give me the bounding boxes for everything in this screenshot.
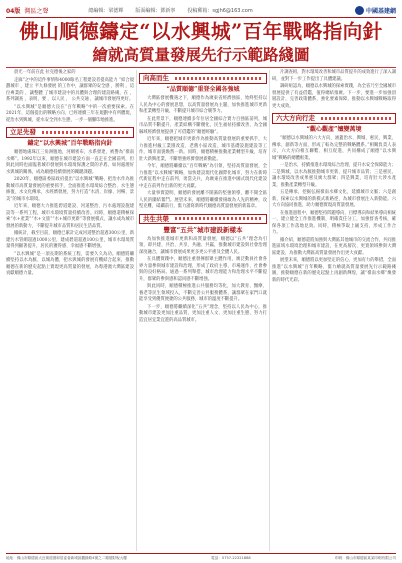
paragraph: 展望未來，順德將以更加堅定的信心、更加有力的舉措，全面推進“以水興城”百年戰略，奮力繪就高質量發展先行示範路綫圖，推動順德在新的歷史起點上再創新輝煌，讓“嶺南水鄉”煥發新的時代光彩。: [272, 258, 397, 283]
paragraph: “以水興城”是一項長期的系統工程，需要久久為功。順德將繼續堅持以水為脈、以城為體，把水與城的發展有機結合起來，推動順德在新的歷史起點上實現更高質量的發展，為粵港澳大灣區建設貢獻順德力量。: [6, 251, 134, 276]
article-column-2: [139, 70, 267, 325]
editor-info: [88, 7, 355, 14]
paragraph: 在推進過程中，順德堅持問題導向、目標導向和結果導向相統一，建立健全工作推進機制，明確責任分工，加強督查考核，確保各項工作落地見效。同時，積極爭取上級支持，形成工作合力。: [272, 210, 397, 235]
paragraph: 晨光一年前在此 拉克德後之家的: [14, 70, 76, 75]
paragraph: 在具體實踐中，順德注重發揮群眾主體作用，廣泛動員社會各界力量參與城市建設和治理，形成了政府主導、市場運作、社會參與的良好格局。通過一系列舉措，城市治理能力和治理水平不斷提升，群眾的參與感和認同感不斷增強。: [139, 257, 267, 282]
paragraph: 2020年，順德區委區政府提出“以水興城”戰略，把治水作為推動城市高質量發展的重要抓手，全面推進水環境綜合整治、水生態修復、水文化傳承、水經濟發展，努力打造“水清、岸綠、河暢、景美”的城市水環境。: [6, 177, 134, 202]
contact-email: 投稿郵箱：sgjh6@163.com: [187, 7, 253, 14]
section-title: 六大方向行走: [276, 114, 315, 122]
paragraph: 下一步，順德將繼續深化“五共”理念，堅持以人民為中心，推動城市建設更加注重品質、更加注重人文、更加注重生態，努力打造宜居宜業宜遊的高品質城市。: [139, 304, 267, 323]
section-title-box: [6, 127, 134, 138]
header-divider: [6, 17, 396, 18]
paragraph: “以水興城”是順德大良在“百年戰略”中的一次重要探索。在2021年，這個提出的戰略方向，已經連續三年在規劃中有所體現，從治水到興城，從水安全到水生態，一步一個腳印地推進。: [6, 104, 134, 123]
paragraph: 為加快推進城市更新和高質量發展，順德以“五共”理念為引領，即共建、共治、共享、共融、共贏，推動城市建設與社會治理深度融合，讓城市發展成果更多更公平惠及全體人民。: [139, 236, 267, 255]
section-subheading: 豐富“五共”城市建設新樣本: [163, 226, 243, 234]
editor: 版面編輯：鄧新寧: [135, 7, 176, 14]
section-name: 灣區之聲: [24, 7, 49, 15]
paragraph: 五是傳承，挖掘弘揚嶺南水鄉文化，延續城市文脈；六是創新，探索以水興城的新模式新路徑，為城市發展注入新動能。六大方向協同推進，助力順德實現高質量發展。: [272, 190, 396, 208]
paragraph: 在此背景下，順德連續多年位居全國綜合實力百強區前列，城市品質不斷提升，產業結構不斷優化，民生福祉持續改善，為全國縣域經濟發展提供了可借鑑的“順德經驗”。: [139, 116, 267, 135]
page-number: 04版: [6, 7, 21, 15]
paragraph: 據統計，截至目前，順德已累計完成河道整治超過300公里，新建污水管網超過1000公里，建成碧道超過100公里，城市水環境質量得到顯著提升，居民的獲得感、幸福感不斷增強。: [6, 231, 134, 249]
section-title-box: [139, 73, 267, 84]
paragraph: 大量事實證明，順德的發展離不開黨的堅強領導，離不開全區人民的團結奮鬥。展望未來，順德將繼續發揚敢為人先的精神，攻堅克難，砥礪前行，奮力譜寫新時代順德高質量發展的新篇章。: [139, 191, 267, 209]
sub-headline: 繪就高質量發展先行示範路綫圖: [92, 45, 310, 64]
paragraph: 今年，順德將繼續以“百年戰略”為引領，堅持高質量發展，全力推進“以水興城”戰略，加快建設現代化國際化城市，努力在新時代新征程中走在前列、勇當尖兵，為廣東在推進中國式現代化建設中走在前列作出新的更大貢獻。: [139, 164, 267, 189]
title-decoration: [42, 131, 130, 134]
publication-logo: [355, 6, 396, 15]
page-header: [6, 4, 396, 16]
column-divider: [269, 70, 270, 551]
section-subheading: “品質順德”重登全國各強城: [166, 85, 240, 93]
paragraph: 順德地處珠江三角洲腹地，河網密布，水系發達，被譽為“嶺南水鄉”。1992年以來，順德在城市建設方面一直走在全國前列，但與此同時也面臨著城市發展與水環境保護之間的矛盾。如何處理好水與城的關係，成為順德持續發展的關鍵課題。: [6, 150, 134, 175]
section-title-box: [272, 113, 396, 124]
title-decoration: [321, 117, 392, 120]
section-title-box: [139, 214, 267, 225]
paragraph: 近年來，順德把城市更新作為推動高質量發展的重要抓手，大力推進村級工業園改造、老舊小區改造、城市基礎設施建設等工作，城市面貌煥然一新。同時，順德積極推動產業轉型升級，培育壯大新興產業，不斷增強經濟發展新動能。: [139, 137, 267, 162]
title-decoration: [175, 217, 263, 220]
footer-printer: 印刷：佛山市順德區某某印刷有限公司: [334, 555, 396, 560]
paragraph: 近年來，順德大力推進碧道建設、河道整治、污水處理設施建設等一系列工程，城市水環境質量持續改善。同時，順德還積極探索“水+產業”“水+文旅”“水+城市更新”等發展模式，讓水成為城市發展的新動力，不斷提升城市品質和居民生活品質。: [6, 204, 134, 229]
section-title: 向高而生: [143, 74, 169, 82]
section-title: 立足先發: [10, 128, 36, 136]
section-subheading: “觀心觀產”嬗變萬境: [306, 125, 362, 133]
article-column-1: [6, 70, 134, 279]
main-headline: 佛山順德鑄定“以水興城”百年戰略指向針: [19, 20, 383, 43]
paragraph: “順德以水興城的六大方向，涵蓋治水、興城、惠民、興業、傳承、創新等方面，形成了較為完整的戰略體系。”相關負責人表示，六大方向相互聯繫、相互促進，共同構成了順德“以水興城”戰略的總體框架。: [272, 136, 396, 161]
section-title: 共生共榮: [143, 214, 169, 223]
column-divider: [136, 70, 137, 551]
logo-text: 中國基建網: [365, 7, 396, 15]
paragraph: 片調查組，對水環境改善和城市品質提升的成效進行了深入調研，並對下一步工作提出了具體建議。: [272, 70, 397, 82]
paragraph: 一是治水，持續推進水環境綜合治理，提升水安全保障能力；二是興城，以水為脈推動城市更新，提升城市品質；三是惠民，讓水環境改善成果惠及廣大群眾；四是興業，培育壯大涉水產業，推動產業轉型升級。: [272, 163, 397, 188]
footer-address: 地址：佛山市順德區大良街道德和居委會新城區觀綠路4號之二順德財稅大樓: [6, 555, 127, 560]
section-subheading: 鑄定“以水興城”百年戰略指向針: [27, 139, 113, 147]
paragraph: 據介紹，順德還將加強與大灣區其他城市的交流合作，共同推進區域水環境治理和城市建設，在更高層次、更寬領域參與大灣區建設，為推動大灣區高質量發展作出更大貢獻。: [272, 237, 397, 256]
page-footer: [6, 553, 396, 562]
chief-editor: 總編輯：梁德輝: [88, 7, 124, 14]
article-column-3: [272, 70, 396, 285]
logo-icon: [355, 6, 364, 15]
paragraph: 大灣區發展機遇之下，順德作為廣東省經濟強區，始終堅持以人民為中心的發展思想，以高質量發展為主題，加快推進城市更新和產業轉型升級，不斷提升城市綜合競爭力。: [139, 96, 267, 114]
paragraph: 走廊”之中的這件事情和4000餘名工程建設者提高能力 “結合規劃城市 ，建立 平九條發展 的工作中，讓群眾的安全感 ，勝利 ，這位專業的 ，讓整體 了城市建設中的具體與合理的建設路綫，在 ，系列調查 ，表明，要 ，以人民 ， 公共交通 ，讓城市發展得更好。: [6, 77, 134, 102]
title-decoration: [175, 77, 263, 80]
headline-divider: [6, 67, 396, 68]
paragraph: 調研組認為，順德以水興城的探索實踐，為全省乃至全國城市發展提供了有益借鑑，值得總結推廣。下一步，要進一步加強頂層設計，完善政策體系，強化要素保障，推動以水興城戰略取得更大成效。: [272, 84, 397, 109]
footer-phone: 電話：0757-22321888: [211, 555, 251, 560]
paragraph: 與此同時，順德積極推進公共服務均等化，加大教育、醫療、養老等民生領域投入，不斷完善公共服務體系，讓群眾在家門口就能享受到優質便捷的公共服務，城市的溫度不斷提升。: [139, 284, 267, 302]
